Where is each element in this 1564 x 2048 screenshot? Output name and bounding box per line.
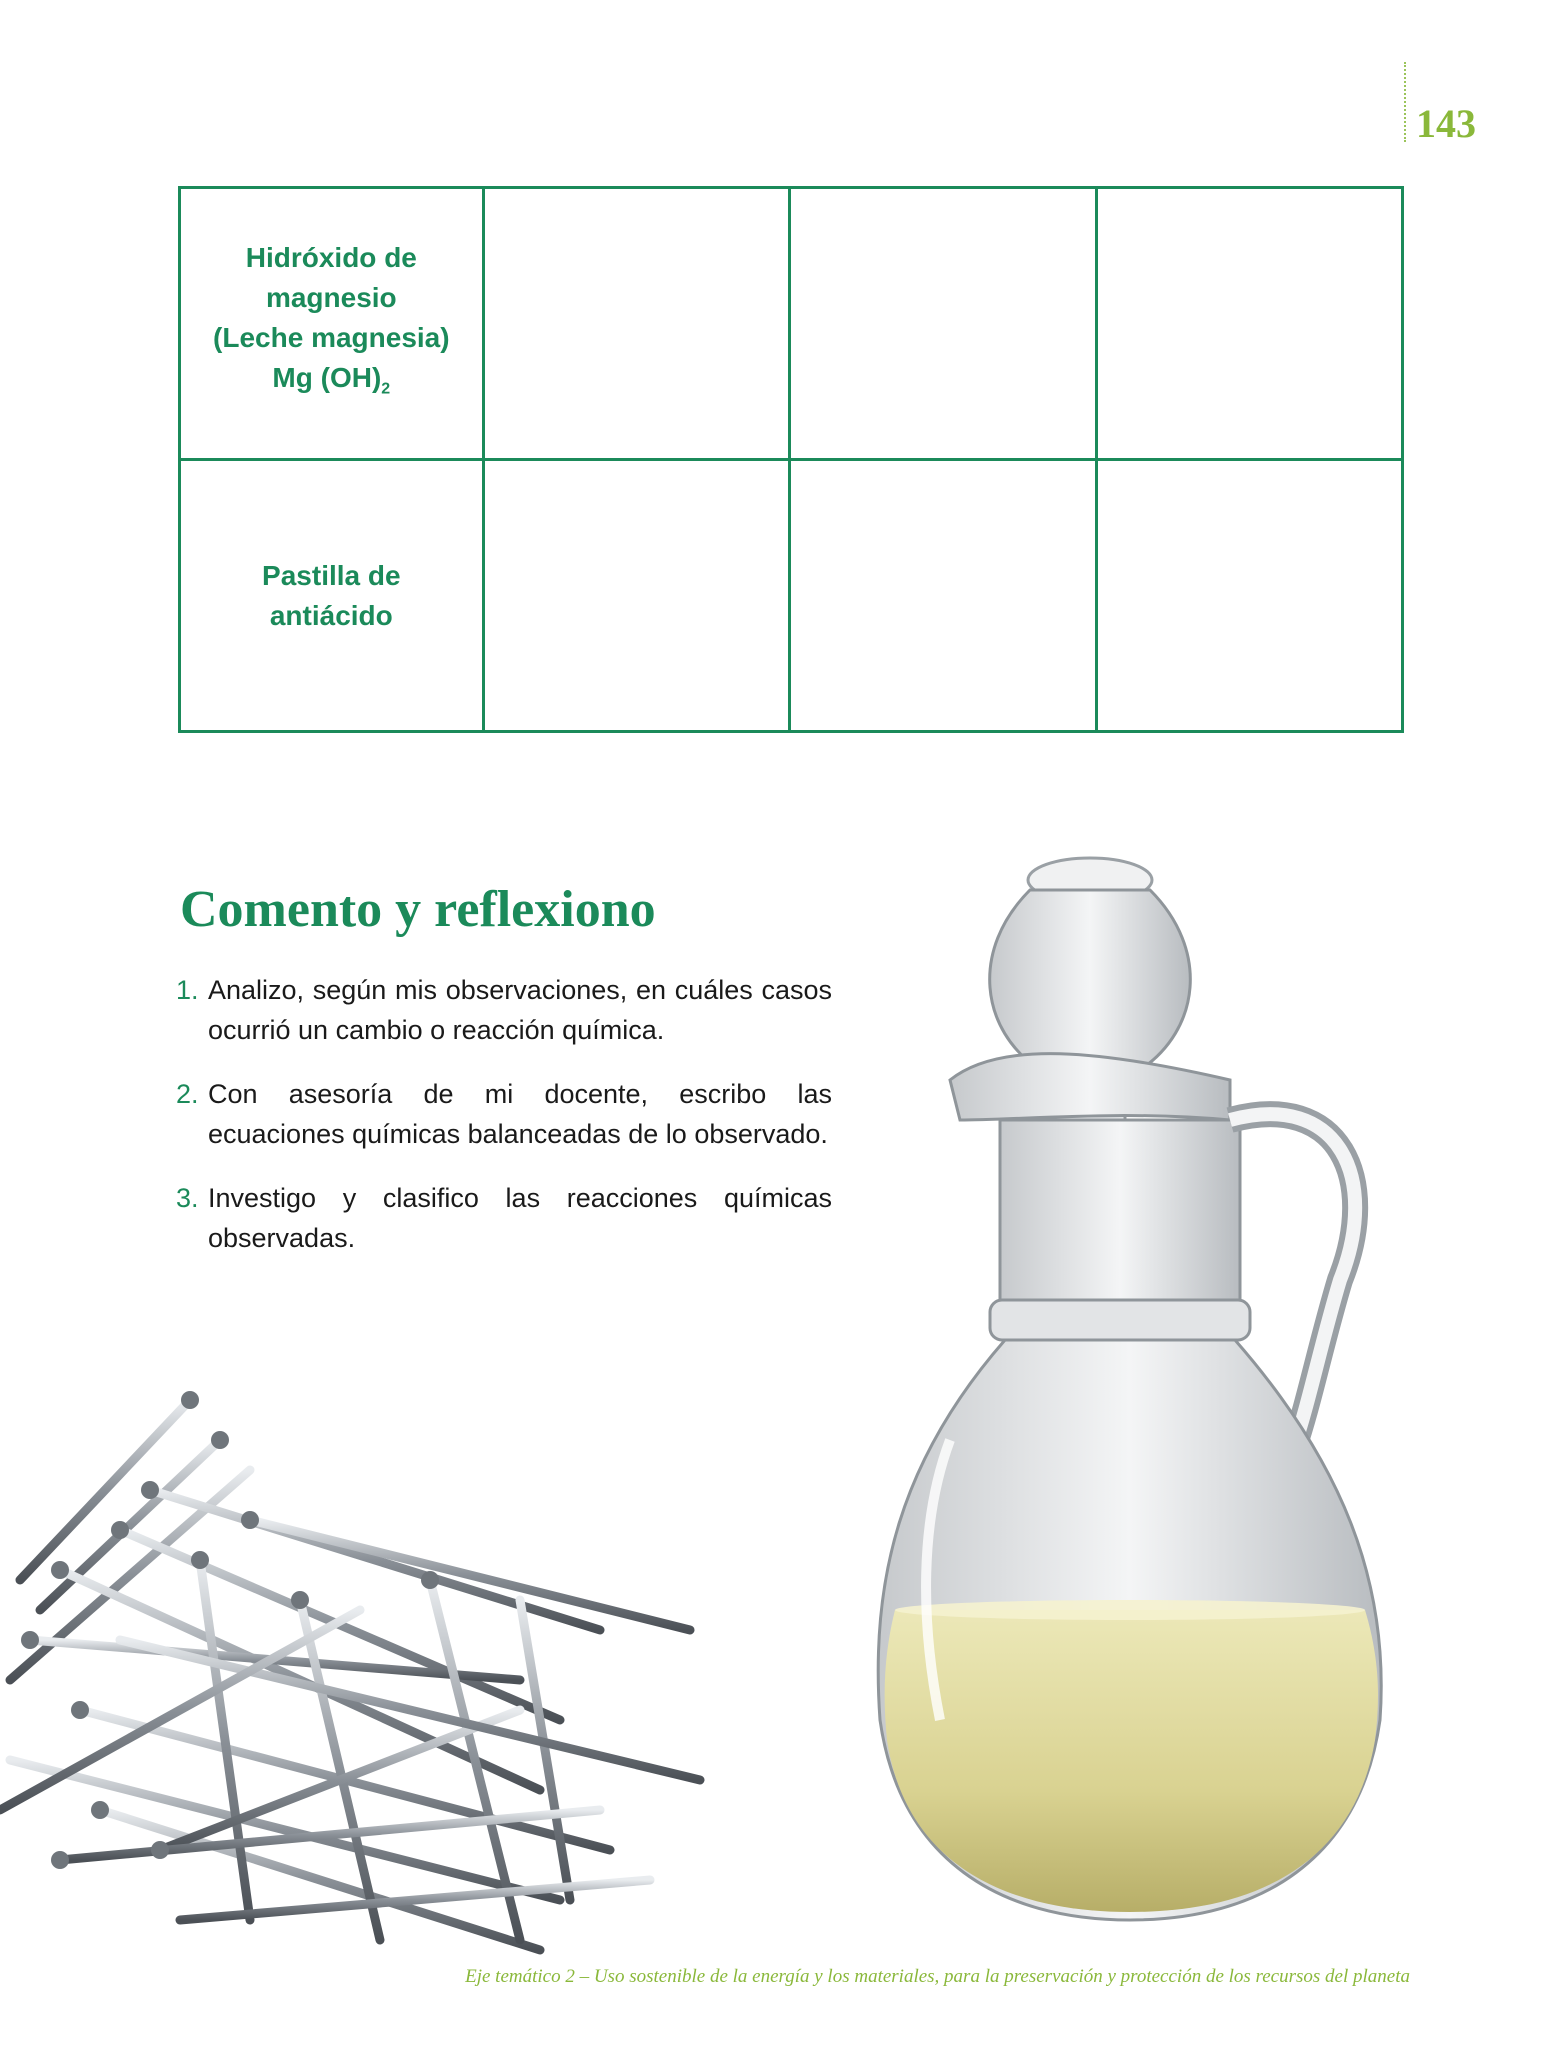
list-item	[176, 970, 832, 1050]
formula-main: Mg (OH)	[272, 361, 382, 393]
blank-cell[interactable]	[790, 460, 1096, 732]
table-row	[180, 460, 1403, 732]
table-row	[180, 188, 1403, 460]
label-line: antiácido	[269, 599, 393, 631]
label-line: Pastilla de	[262, 559, 401, 591]
formula-subscript: 2	[381, 380, 391, 398]
item-text: Analizo, según mis observaciones, en cuáles casos ocurrió un cambio o reacción química.	[208, 975, 832, 1045]
section-title: Comento y reflexiono	[180, 881, 656, 938]
row-label-antacid-tablet	[180, 460, 484, 732]
item-text: Con asesoría de mi docente, escribo las ecuaciones químicas balanceadas de lo observado.	[208, 1079, 832, 1149]
label-line: (Leche magnesia)	[213, 321, 450, 353]
item-number: 2.	[176, 1079, 199, 1109]
item-number: 3.	[176, 1183, 199, 1213]
label-line: magnesio	[265, 281, 397, 313]
nails-photo	[0, 1380, 740, 1960]
blank-cell[interactable]	[1096, 460, 1402, 732]
page-number-rule	[1404, 62, 1406, 142]
chemical-formula	[181, 358, 482, 410]
question-list	[176, 970, 832, 1282]
cruet-photo	[860, 820, 1420, 1940]
list-item	[176, 1178, 832, 1258]
blank-cell[interactable]	[483, 188, 789, 460]
item-number: 1.	[176, 975, 199, 1005]
row-label-magnesium-hydroxide	[180, 188, 484, 460]
page-number: 143	[1416, 101, 1476, 146]
blank-cell[interactable]	[790, 188, 1096, 460]
blank-cell[interactable]	[1096, 188, 1402, 460]
list-item	[176, 1074, 832, 1154]
blank-cell[interactable]	[483, 460, 789, 732]
label-line: Hidróxido de	[245, 241, 417, 273]
observation-table	[178, 186, 1404, 733]
item-text: Investigo y clasifico las reacciones químicas observadas.	[208, 1183, 832, 1253]
page-footer: Eje temático 2 – Uso sostenible de la energía y los materiales, para la preservación y protección de los recursos del planeta	[465, 1966, 1410, 1987]
